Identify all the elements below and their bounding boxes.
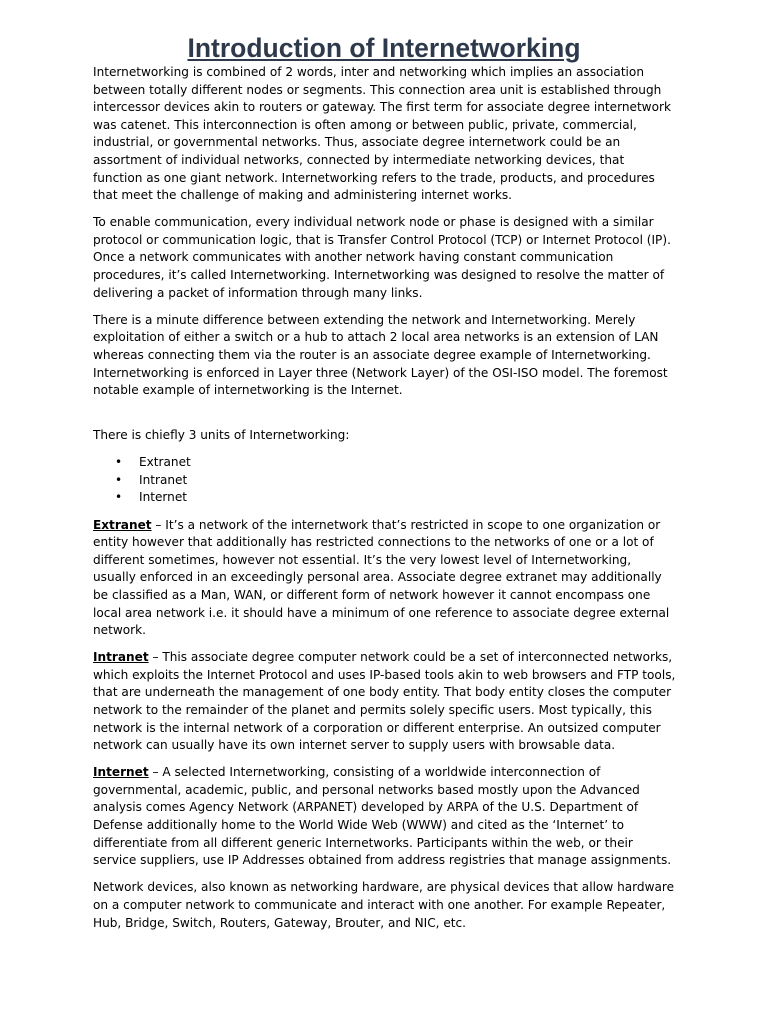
document-page <box>93 32 677 942</box>
bullet-icon: • <box>115 490 123 505</box>
definition-text: – A selected Internetworking, consisting of a worldwide interconnection of governmental, academic, public, and personal networks based mostly upon the Advanced analysis comes Agency Network (ARPANET) developed by ARPA of the U.S. Department of Defense additionally home to the World Wide Web (WWW) and cited as the ‘Internet’ to differentiate from all different generic Internetworks. Participants within the web, or their service suppliers, use IP Addresses obtained from address registries that manage assignments. <box>93 765 672 868</box>
units-list <box>93 454 677 507</box>
definition-text: – It’s a network of the internetwork that’s restricted in scope to one organization or entity however that additionally has restricted connections to the networks of one or a lot of different sometimes, however not essential. It’s the very lowest level of Internetworking, usually enforced in an exceedingly personal area. Associate degree extranet may additionally be classified as a Man, WAN, or different form of network however it cannot encompass one local area network i.e. it should have a minimum of one reference to associate degree external network. <box>93 517 670 638</box>
list-item <box>93 472 677 490</box>
units-intro: There is chiefly 3 units of Internetworking: <box>93 428 350 443</box>
definition-term: Extranet <box>93 517 152 532</box>
blank-line <box>93 409 677 427</box>
internet-definition <box>93 764 677 870</box>
list-item <box>93 489 677 507</box>
page-title: Introduction of Internetworking <box>187 33 581 63</box>
intranet-definition <box>93 649 677 755</box>
difference-paragraph: There is a minute difference between extending the network and Internetworking. Merely exploitation of either a switch or a hub to attach 2 local area networks is an extension of LAN whereas connecting them via the router is an associate degree example of Internetworking. Internetworking is enforced in Layer three (Network Layer) of the OSI-ISO model. The foremost notable example of internetworking is the Internet. <box>93 312 668 398</box>
closing-paragraph: Network devices, also known as networking hardware, are physical devices that allow hardware on a computer network to communicate and interact with one another. For example Repeater, Hub, Bridge, Switch, Routers, Gateway, Brouter, and NIC, etc. <box>93 880 675 930</box>
list-item <box>93 454 677 472</box>
definition-text: – This associate degree computer network could be a set of interconnected networks, which exploits the Internet Protocol and uses IP-based tools akin to web browsers and FTP tools, that are underneath the management of one body entity. That body entity closes the computer network to the remainder of the planet and permits solely specific users. Most typically, this network is the internal network of a corporation or different enterprise. An outsized computer network can usually have its own internet server to supply users with browsable data. <box>93 650 676 753</box>
list-item-label: Internet <box>139 490 188 505</box>
definition-term: Internet <box>93 765 149 780</box>
list-item-label: Extranet <box>139 455 191 470</box>
list-item-label: Intranet <box>139 472 188 487</box>
bullet-icon: • <box>115 455 123 470</box>
bullet-icon: • <box>115 472 123 487</box>
communication-paragraph: To enable communication, every individual network node or phase is designed with a similar protocol or communication logic, that is Transfer Control Protocol (TCP) or Internet Protocol (IP). Once a network communicates with another network having constant communication procedures, it’s called Internetworking. Internetworking was designed to resolve the matter of delivering a packet of information through many links. <box>93 215 671 300</box>
definition-term: Intranet <box>93 650 149 665</box>
intro-paragraph: Internetworking is combined of 2 words, inter and networking which implies an association between totally different nodes or segments. This connection area unit is established through intercessor devices akin to routers or gateway. The first term for associate degree internetwork was catenet. This interconnection is often among or between public, private, commercial, industrial, or governmental networks. Thus, associate degree internetwork could be an assortment of individual networks, connected by intermediate networking devices, that function as one giant network. Internetworking refers to the trade, products, and procedures that meet the challenge of making and administering internet works. <box>93 65 671 203</box>
extranet-definition <box>93 517 677 640</box>
